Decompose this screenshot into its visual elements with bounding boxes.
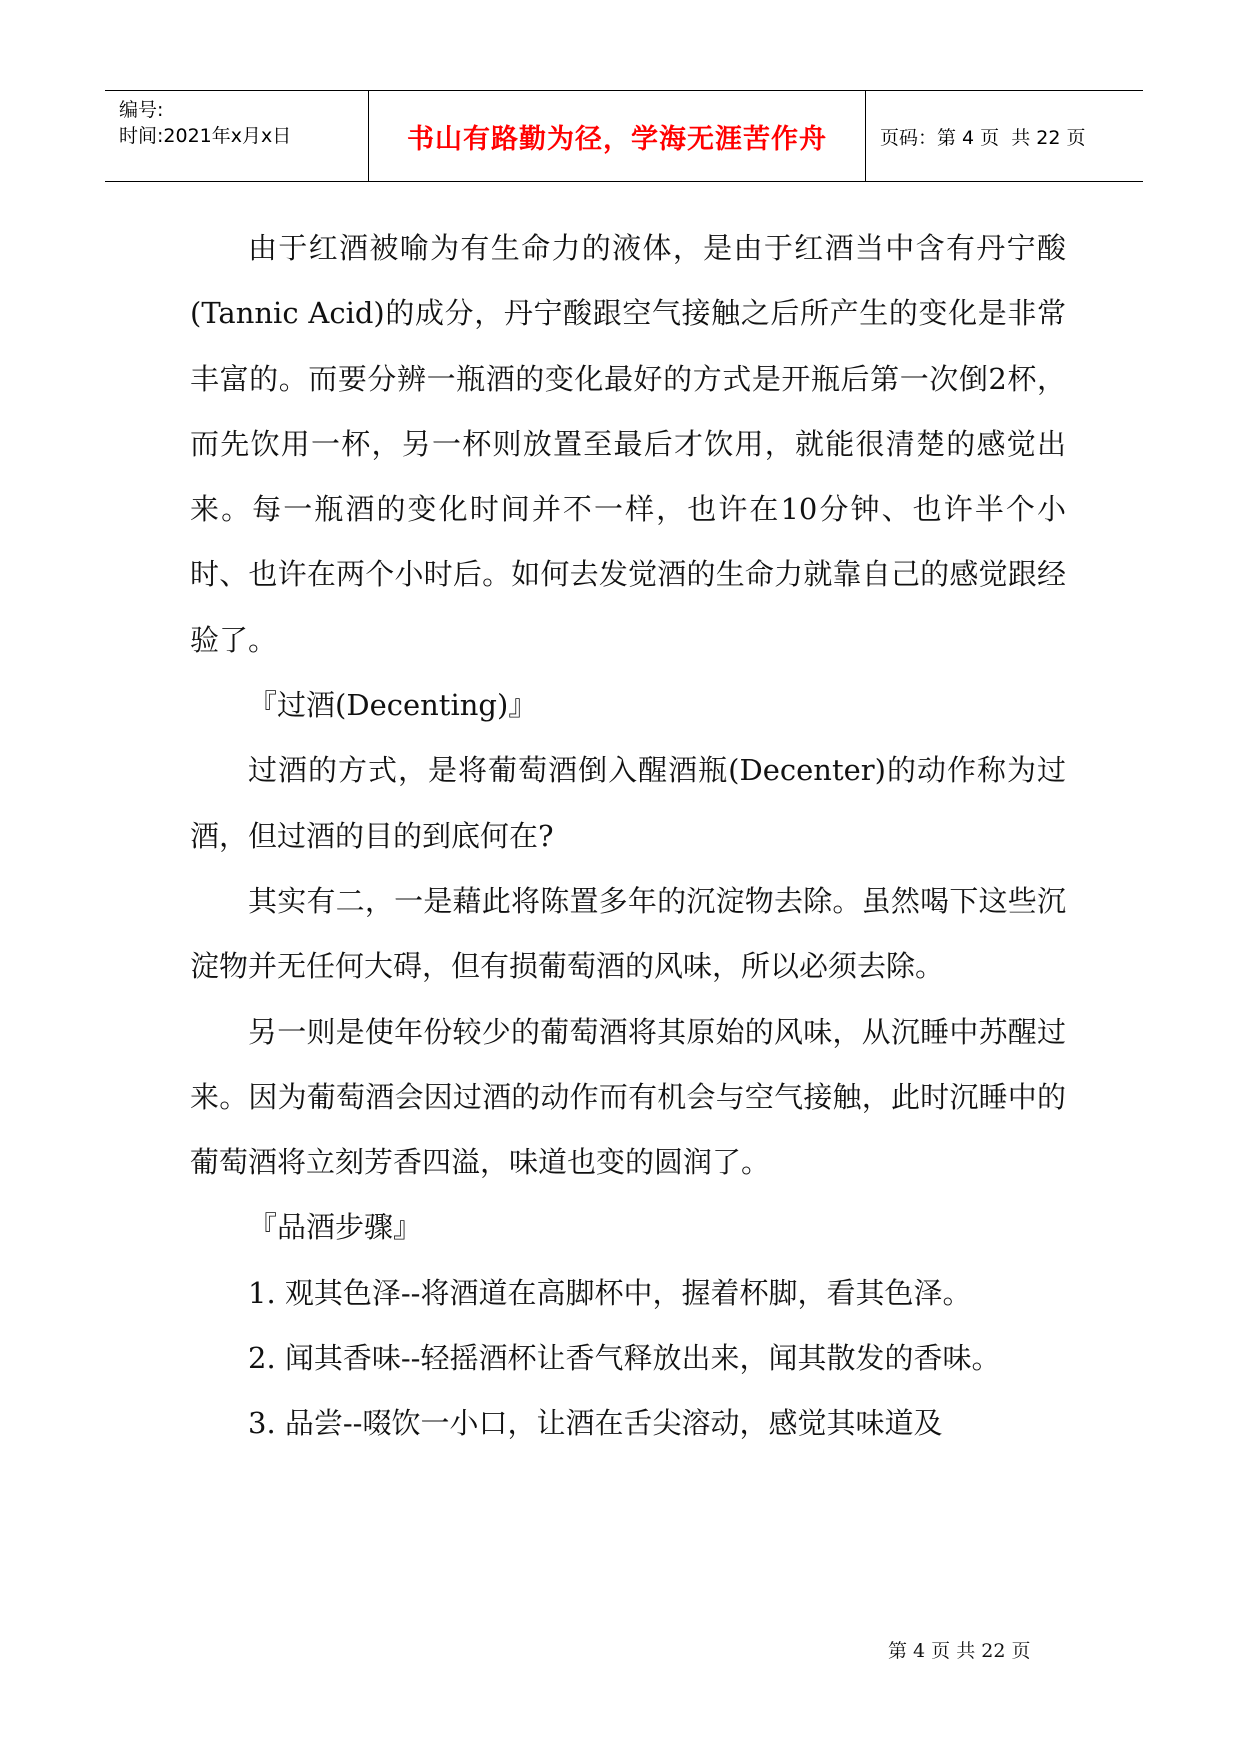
- paragraph-decanting-definition: 过酒的方式，是将葡萄酒倒入醒酒瓶(Decenter)的动作称为过酒，但过酒的目的到底何在?: [190, 753, 1066, 853]
- paragraph-sediment: 其实有二，一是藉此将陈置多年的沉淀物去除。虽然喝下这些沉淀物并无任何大碍，但有损葡萄酒的风味，所以必须去除。: [190, 883, 1066, 984]
- page-footer: 第 4 页 共 22 页: [888, 1640, 1031, 1662]
- section-heading-decanting: 『过酒(Decenting)』: [248, 688, 538, 723]
- date-label: 时间:2021年x月x日: [119, 125, 292, 147]
- paragraph-tannin: 由于红酒被喻为有生命力的液体，是由于红酒当中含有丹宁酸(Tannic Acid)的成分，丹宁酸跟空气接触之后所产生的变化是非常丰富的。而要分辨一瓶酒的变化最好的方式是开瓶后第一次倒2杯，而先饮用一杯，另一杯则放置至最后才饮用，就能很清楚的感觉出来。每一瓶酒的变化时间并不一样，也许在10分钟、也许半个小时、也许在两个小时后。如何去发觉酒的生命力就靠自己的感觉跟经验了。: [190, 231, 1066, 657]
- section-heading-tasting-steps: 『品酒步骤』: [248, 1210, 423, 1245]
- page-header: [105, 90, 1143, 182]
- header-motto: 书山有路勤为径，学海无涯苦作舟: [369, 91, 866, 181]
- list-item-step-3: 3. 品尝--啜饮一小口，让酒在舌尖溶动，感觉其味道及: [248, 1406, 943, 1441]
- document-body: [190, 216, 1066, 1457]
- header-meta-cell: [105, 91, 369, 181]
- serial-number-label: 编号:: [119, 99, 164, 121]
- list-item-step-1: 1. 观其色泽--将酒道在高脚杯中，握着杯脚，看其色泽。: [248, 1275, 972, 1310]
- list-item-step-2: 2. 闻其香味--轻摇酒杯让香气释放出来，闻其散发的香味。: [248, 1341, 1001, 1376]
- header-page-number: 页码：第 4 页 共 22 页: [880, 126, 1086, 149]
- paragraph-awakening: 另一则是使年份较少的葡萄酒将其原始的风味，从沉睡中苏醒过来。因为葡萄酒会因过酒的动作而有机会与空气接触，此时沉睡中的葡萄酒将立刻芳香四溢，味道也变的圆润了。: [190, 1014, 1066, 1180]
